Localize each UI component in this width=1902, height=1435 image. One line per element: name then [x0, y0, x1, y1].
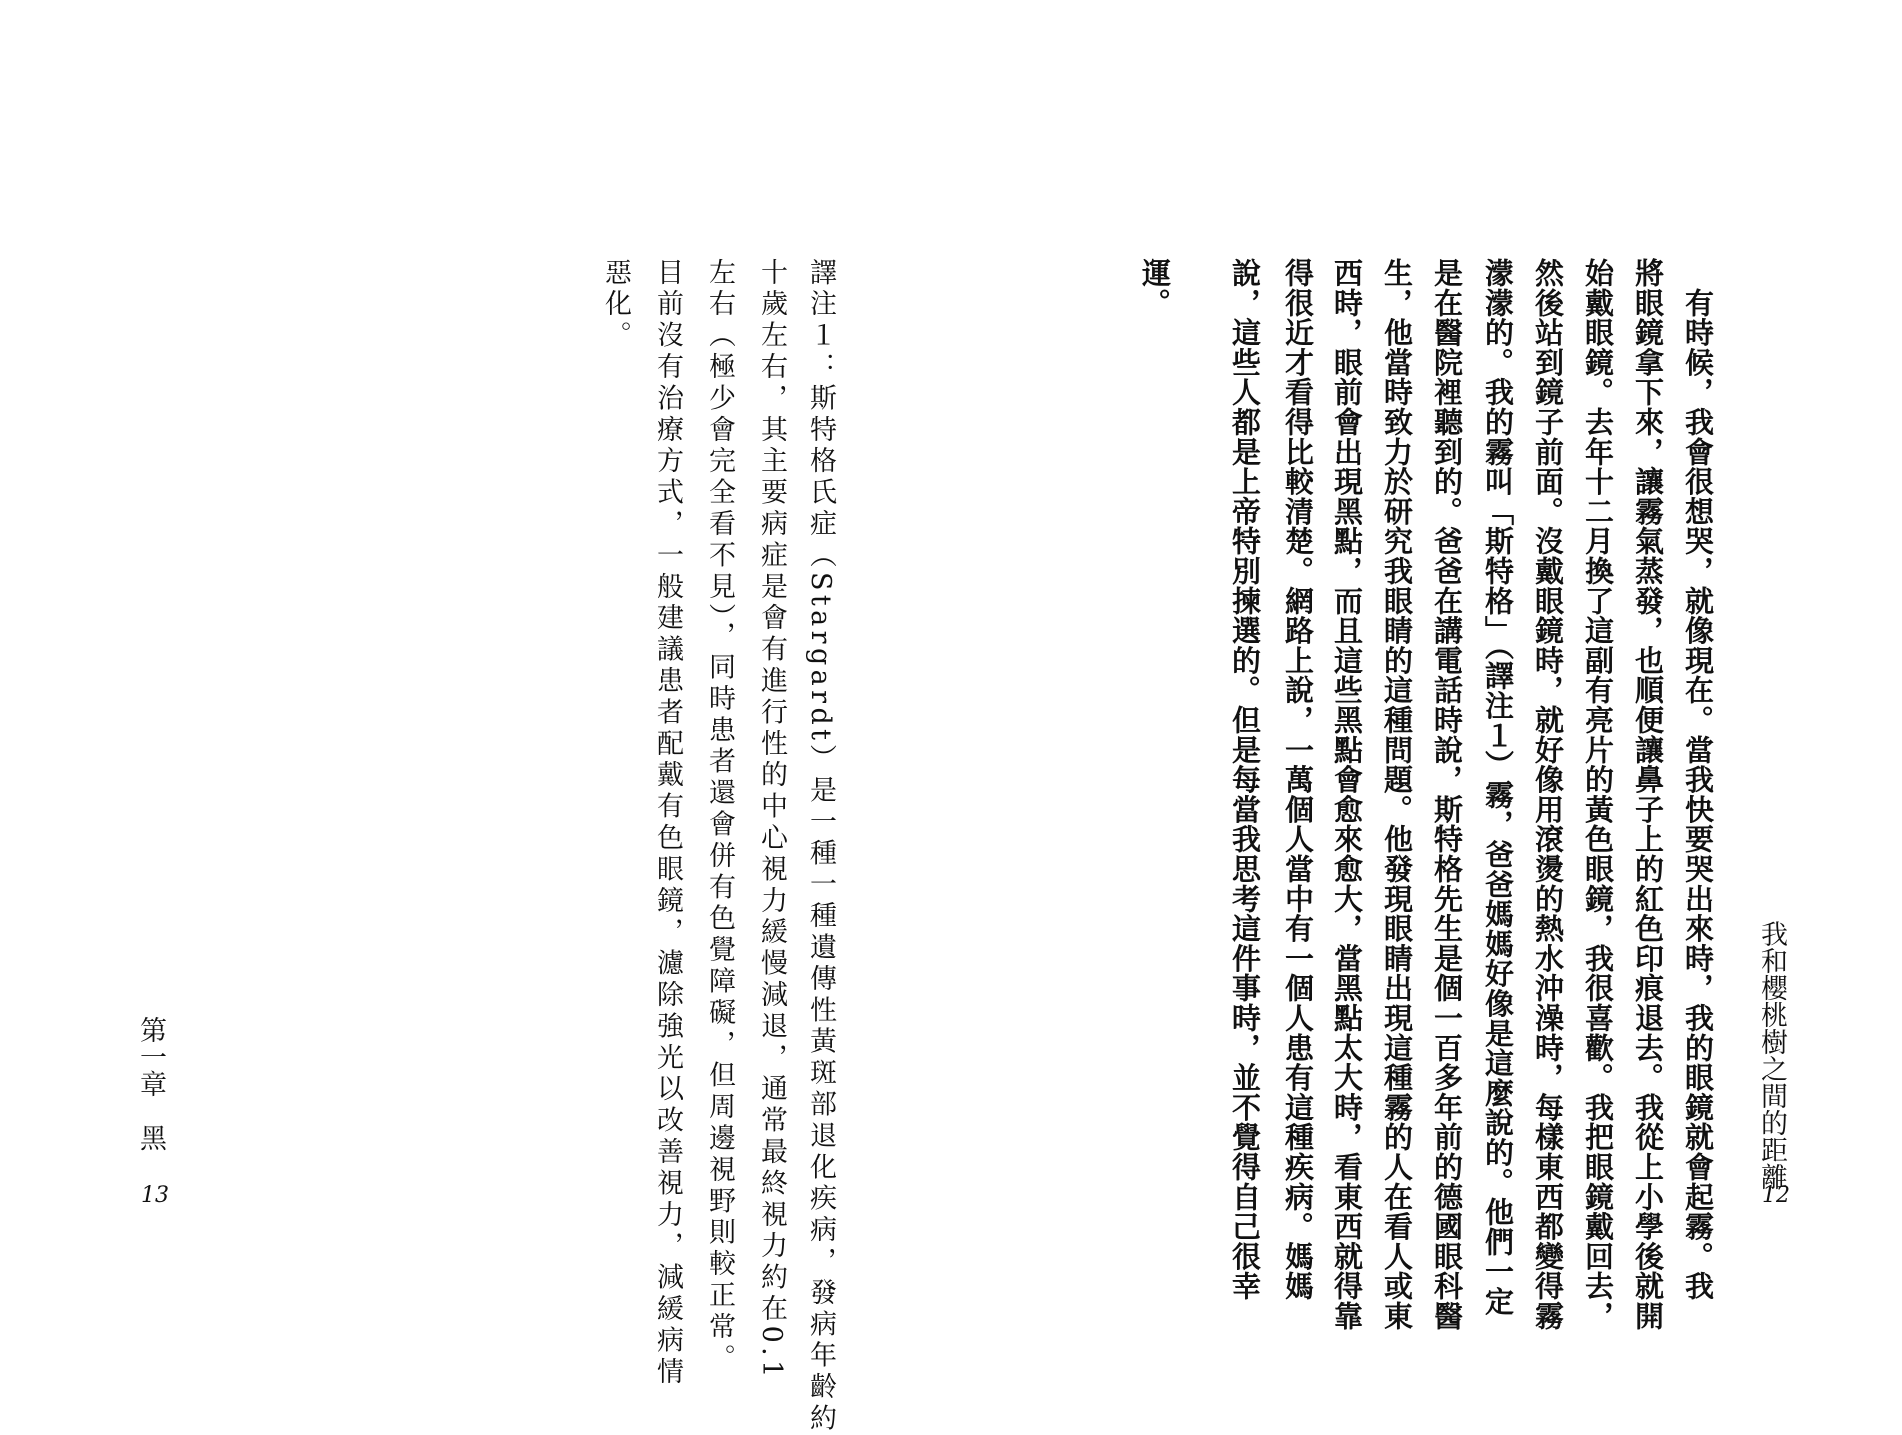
running-header: 我和櫻桃樹之間的距離 [1756, 920, 1787, 1190]
body-line: 說，這些人都是上帝特別揀選的。但是每當我思考這件事時，並不覺得自己很幸 [1228, 258, 1262, 1301]
note-line: 目前沒有治療方式，一般建議患者配戴有色眼鏡，濾除強光以改善視力，減緩病情 [652, 258, 683, 1389]
note-line: 左右（極少會完全看不見），同時患者還會併有色覺障礙，但周邊視野則較正常。 [704, 258, 735, 1375]
page-number-right: 12 [1762, 1183, 1790, 1208]
body-line: 然後站到鏡子前面。沒戴眼鏡時，就好像用滾燙的熱水沖澡時，每樣東西都變得霧 [1531, 258, 1565, 1331]
body-line: 西時，眼前會出現黑點，而且這些黑點會愈來愈大，當黑點太大時，看東西就得靠 [1330, 258, 1364, 1331]
body-line: 始戴眼鏡。去年十二月換了這副有亮片的黃色眼鏡，我很喜歡。我把眼鏡戴回去， [1581, 258, 1615, 1331]
body-line: 生，他當時致力於研究我眼睛的這種問題。他發現眼睛出現這種霧的人在看人或東 [1380, 258, 1414, 1331]
body-line: 得很近才看得比較清楚。網路上說，一萬個人當中有一個人患有這種疾病。媽媽 [1281, 258, 1315, 1301]
note-line: 惡化。 [600, 258, 631, 353]
body-line: 濛濛的。我的霧叫「斯特格」（譯注１）霧，爸爸媽媽好像是這麼說的。他們一定 [1481, 258, 1515, 1317]
body-line: 有時候，我會很想哭，就像現在。當我快要哭出來時，我的眼鏡就會起霧。我 [1681, 258, 1715, 1301]
note-line: 十歲左右，其主要病症是會有進行性的中心視力緩慢減退，通常最終視力約在0.1 [756, 258, 787, 1382]
running-footer: 第一章 黑 [135, 1016, 166, 1151]
page-number-left: 13 [141, 1183, 169, 1208]
note-line: 譯注１：斯特格氏症（Stargardt）是一種一種遺傳性黃斑部退化疾病，發病年齡約 [805, 258, 836, 1435]
body-line: 將眼鏡拿下來，讓霧氣蒸發，也順便讓鼻子上的紅色印痕退去。我從上小學後就開 [1631, 258, 1665, 1331]
body-line: 運。 [1138, 258, 1172, 318]
body-line: 是在醫院裡聽到的。爸爸在講電話時說，斯特格先生是個一百多年前的德國眼科醫 [1430, 258, 1464, 1331]
